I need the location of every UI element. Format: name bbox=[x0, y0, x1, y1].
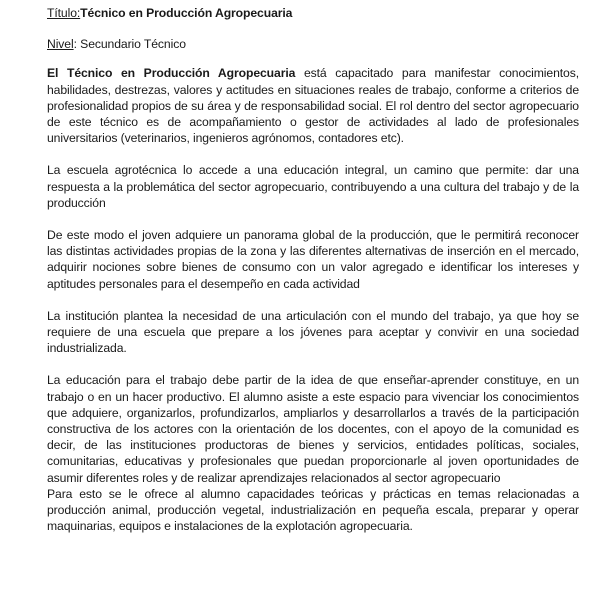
paragraph-institution: La institución plantea la necesidad de una articulación con el mundo del trabajo, ya que hoy se requiere de una escuela que prepare a los jóvenes para aceptar y convivir en una sociedad industrializada. bbox=[47, 308, 579, 356]
level-label: Nivel bbox=[47, 37, 74, 52]
paragraph-capabilities: Para esto se le ofrece al alumno capacidades teóricas y prácticas en temas relacionadas a producción animal, producción vegetal, industrialización en pequeña escala, preparar y operar maquinarias, equipos e instalaciones de la explotación agropecuaria. bbox=[47, 486, 579, 534]
document-title: Técnico en Producción Agropecuaria bbox=[80, 6, 293, 20]
level-separator: : bbox=[73, 37, 77, 52]
level-value: Secundario Técnico bbox=[76, 37, 186, 52]
title-line bbox=[47, 5, 579, 21]
paragraph-education-for-work: La educación para el trabajo debe partir de la idea de que enseñar-aprender constituye, en un trabajo o en un hacer productivo. El alumno asiste a este espacio para vivenciar los conocimientos que adquiere, organizarlos, profundizarlos, ampliarlos y desarrollarlos a través de la participación constructiva de los actores con la orientación de los docentes, con el apoyo de la comunidad es decir, de las instituciones productoras de bienes y servicios, entidades políticas, sociales, comunitarias, educativas y profesionales que puedan proporcionarle al joven oportunidades de asumir diferentes roles y de realizar aprendizajes relacionados al sector agropecuario bbox=[47, 373, 579, 485]
intro-paragraph bbox=[47, 65, 579, 146]
intro-bold-lead: El Técnico en Producción Agropecuaria bbox=[47, 66, 296, 81]
paragraph-school: La escuela agrotécnica lo accede a una educación integral, un camino que permite: dar una respuesta a la problemática del sector agropecuario, contribuyendo a una cultura del trabajo y de la producción bbox=[47, 163, 579, 210]
intro-text: está capacitado para manifestar conocimientos, habilidades, destrezas, valores y actitudes en situaciones reales de trabajo, conforme a criterios de profesionalidad propios de su área y de responsabilidad social. El rol dentro del sector agropecuario de este técnico es de acompañamiento o gestor de actividades al lado de profesionales universitarios (veterinarios, ingenieros agrónomos, contadores etc). bbox=[47, 66, 580, 146]
title-label: Título: bbox=[47, 6, 81, 20]
level-line bbox=[47, 36, 579, 52]
paragraph-student-overview: De este modo el joven adquiere un panorama global de la producción, que le permitirá reconocer las distintas actividades propias de la zona y las diferentes alternativas de inserción en el mercado, adquirir nociones sobre bienes de consumo con un valor agregado e identificar los intereses y aptitudes personales para el desempeño en cada actividad bbox=[47, 228, 579, 291]
